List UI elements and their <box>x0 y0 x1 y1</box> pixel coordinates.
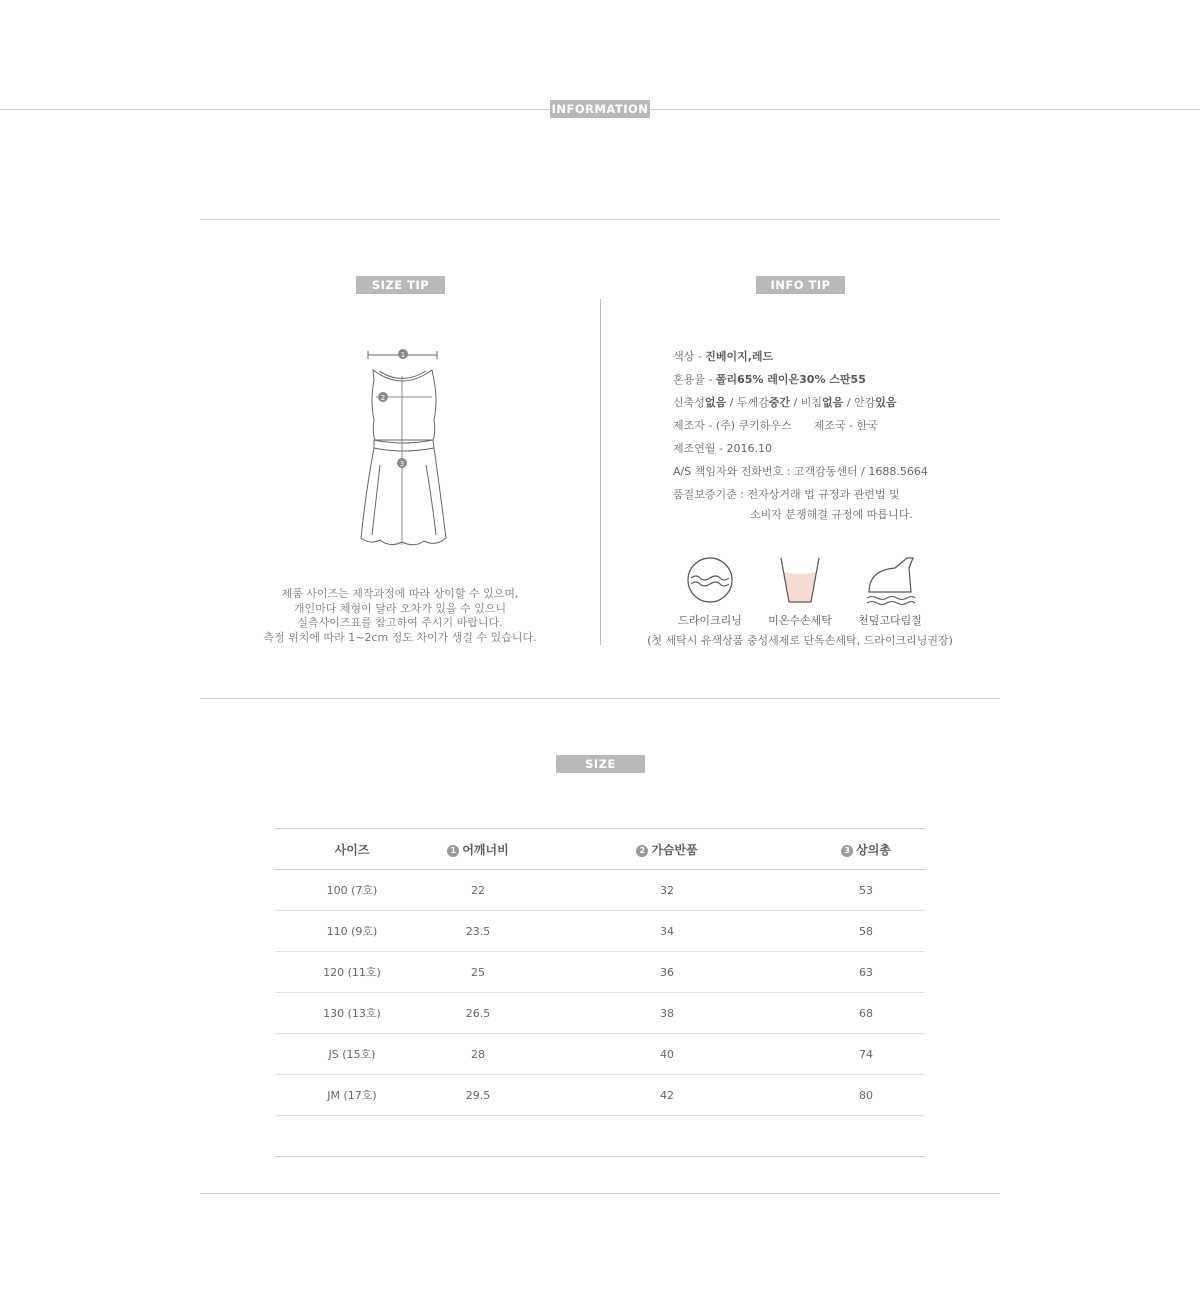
header-num: 1 <box>447 845 459 857</box>
svg-text:2: 2 <box>380 394 386 402</box>
chest-cell: 34 <box>527 911 807 952</box>
size-cell: 130 (13호) <box>275 993 429 1034</box>
size-cell: JM (17호) <box>275 1075 429 1116</box>
size-note-line: 실측사이즈표를 참고하여 주시기 바랍니다. <box>297 616 503 629</box>
info-properties: 신축성없음 / 두께감중간 / 비침없음 / 안감있음 <box>673 396 897 409</box>
length-cell: 63 <box>807 952 925 993</box>
size-tip-note <box>220 587 580 645</box>
measure-marker-3 <box>397 458 407 468</box>
chest-cell: 40 <box>527 1034 807 1075</box>
table-row <box>275 911 925 952</box>
dress-diagram <box>350 340 460 555</box>
shoulder-cell: 23.5 <box>429 911 527 952</box>
shoulder-cell: 28 <box>429 1034 527 1075</box>
info-tip-tag: INFO TIP <box>756 276 845 294</box>
chest-cell: 32 <box>527 870 807 911</box>
dry-clean-icon <box>665 556 755 608</box>
chest-cell: 42 <box>527 1075 807 1116</box>
size-table <box>275 828 925 1157</box>
header-num: 2 <box>636 845 648 857</box>
measure-marker-2 <box>378 392 388 402</box>
info-blend <box>673 371 866 387</box>
header-size <box>275 829 429 870</box>
size-tip-tag: SIZE TIP <box>356 276 445 294</box>
svg-text:3: 3 <box>399 460 405 468</box>
table-row-empty <box>275 1116 925 1157</box>
header-shoulder <box>429 829 527 870</box>
length-cell: 80 <box>807 1075 925 1116</box>
prop-value: 없음 <box>704 396 727 409</box>
bottom-divider <box>200 1193 1000 1194</box>
header-label: 사이즈 <box>334 842 370 857</box>
care-dry-clean <box>665 556 755 627</box>
prop-value: 있음 <box>875 396 897 409</box>
care-handwash <box>755 556 845 627</box>
prop-label: 안감 <box>853 396 876 409</box>
care-label: 드라이크리닝 <box>678 614 742 627</box>
size-note-line: 측정 위치에 따라 1~2cm 정도 차이가 생길 수 있습니다. <box>263 630 537 644</box>
size-note-line: 개인마다 체형이 달라 오차가 있을 수 있으니 <box>293 601 507 615</box>
info-date: 제조연월 - 2016.10 <box>673 442 772 455</box>
chest-cell: 38 <box>527 993 807 1034</box>
info-blend-label: 혼용율 - <box>673 373 716 386</box>
size-tag: SIZE <box>556 755 645 773</box>
info-maker <box>673 417 878 433</box>
prop-label: 두께감 <box>736 396 769 409</box>
info-color-label: 색상 - <box>673 350 706 363</box>
section-divider-2 <box>200 698 1000 699</box>
size-cell: 120 (11호) <box>275 952 429 993</box>
prop-value: 없음 <box>821 396 844 409</box>
shoulder-cell: 22 <box>429 870 527 911</box>
size-note-line: 제품 사이즈는 제작과정에 따라 상이할 수 있으며, <box>281 587 519 600</box>
header-chest <box>527 829 807 870</box>
header-label: 어깨너비 <box>462 842 509 857</box>
table-row <box>275 952 925 993</box>
table-row <box>275 870 925 911</box>
measure-marker-1 <box>398 349 408 359</box>
table-row <box>275 1075 925 1116</box>
header-label: 상의총 <box>856 842 891 857</box>
table-row <box>275 1034 925 1075</box>
section-divider-1 <box>200 219 1000 220</box>
table-row <box>275 993 925 1034</box>
prop-value: 중간 <box>768 396 791 409</box>
length-cell: 58 <box>807 911 925 952</box>
column-divider <box>600 299 601 645</box>
lukewarm-handwash-icon <box>755 556 845 608</box>
care-label: 천덮고다림질 <box>858 614 922 627</box>
size-cell: 100 (7호) <box>275 870 429 911</box>
info-maker-text: 제조자 - (주) 쿠키하우스 <box>673 419 792 432</box>
size-cell: 110 (9호) <box>275 911 429 952</box>
info-color-value: 진베이지,레드 <box>705 350 774 363</box>
info-quality-1: 품질보증기준 : 전자상거래 법 규정과 관련법 및 <box>673 488 900 501</box>
length-cell: 74 <box>807 1034 925 1075</box>
care-iron <box>845 556 935 627</box>
info-country-text: 제조국 - 한국 <box>813 419 878 432</box>
size-table-header <box>275 829 925 870</box>
size-cell: JS (15호) <box>275 1034 429 1075</box>
header-num: 3 <box>841 845 853 857</box>
shoulder-cell: 26.5 <box>429 993 527 1034</box>
information-tag: INFORMATION <box>551 102 649 116</box>
prop-label: 비침 <box>800 396 822 409</box>
header-length <box>807 829 925 870</box>
info-color <box>673 348 773 364</box>
header-label: 가슴반품 <box>651 842 698 857</box>
svg-text:1: 1 <box>400 351 406 359</box>
length-cell: 53 <box>807 870 925 911</box>
length-cell: 68 <box>807 993 925 1034</box>
info-quality-2: 소비자 분쟁해결 규정에 따릅니다. <box>750 508 913 521</box>
chest-cell: 36 <box>527 952 807 993</box>
info-as: A/S 책임자와 전화번호 : 고객감동센터 / 1688.5664 <box>673 465 928 478</box>
prop-label: 신축성 <box>673 396 705 409</box>
iron-with-cloth-icon <box>845 556 935 608</box>
care-label: 미온수손세탁 <box>768 614 832 627</box>
info-blend-value: 폴리65% 레이온30% 스판55 <box>715 373 866 386</box>
care-note: (첫 세탁시 유색상품 중성세제로 단독손세탁, 드라이크리닝권장) <box>647 634 953 647</box>
shoulder-cell: 29.5 <box>429 1075 527 1116</box>
shoulder-cell: 25 <box>429 952 527 993</box>
